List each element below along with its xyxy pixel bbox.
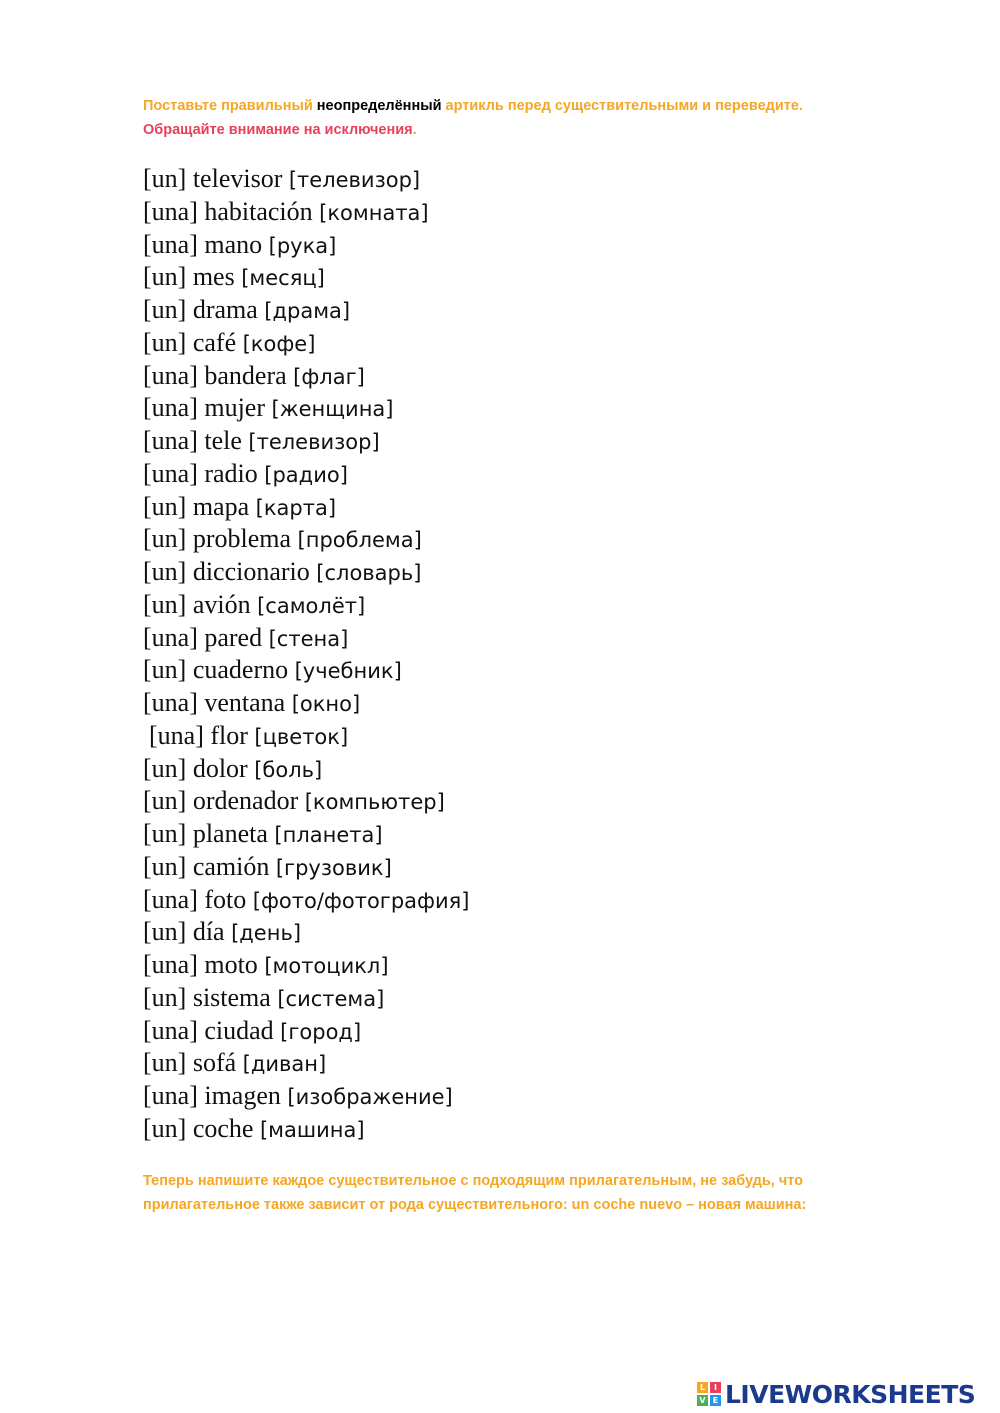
- translation-answer[interactable]: [диван]: [242, 1052, 327, 1077]
- translation-answer[interactable]: [изображение]: [287, 1085, 453, 1109]
- logo-icon: [697, 1382, 721, 1406]
- article-answer[interactable]: [un]: [143, 982, 187, 1012]
- spanish-noun: foto: [204, 884, 247, 914]
- list-item: [143, 392, 469, 425]
- translation-answer[interactable]: [флаг]: [293, 364, 365, 389]
- article-answer[interactable]: [una]: [143, 622, 198, 652]
- list-item: [143, 851, 469, 884]
- article-answer[interactable]: [un]: [143, 655, 187, 685]
- list-item: [143, 622, 469, 655]
- spanish-noun: día: [192, 917, 225, 947]
- spanish-noun: tele: [204, 426, 242, 455]
- list-item: [143, 916, 469, 949]
- list-item: [143, 1113, 469, 1146]
- spanish-noun: ventana: [204, 688, 286, 717]
- instruction-line-2: [143, 118, 417, 142]
- spanish-noun: imagen: [204, 1081, 281, 1110]
- instruction-dot: .: [412, 122, 417, 138]
- translation-answer[interactable]: [учебник]: [294, 659, 402, 684]
- spanish-noun: mapa: [192, 491, 250, 521]
- article-answer[interactable]: [un]: [143, 917, 187, 947]
- spanish-noun: flor: [210, 720, 248, 750]
- list-item: [143, 1047, 469, 1080]
- spanish-noun: televisor: [192, 164, 283, 193]
- translation-answer[interactable]: [радио]: [264, 462, 348, 487]
- article-answer[interactable]: [una]: [149, 720, 204, 750]
- article-answer[interactable]: [un]: [143, 819, 187, 848]
- word-list: [143, 163, 469, 1146]
- list-item: [143, 556, 469, 589]
- article-answer[interactable]: [una]: [143, 950, 198, 979]
- instruction-text: Поставьте правильный: [143, 98, 317, 114]
- translation-answer[interactable]: [месяц]: [241, 266, 325, 291]
- translation-answer[interactable]: [мотоцикл]: [264, 954, 389, 978]
- spanish-noun: ordenador: [192, 786, 299, 816]
- article-answer[interactable]: [una]: [143, 360, 198, 390]
- translation-answer[interactable]: [машина]: [259, 1117, 365, 1142]
- list-item: [143, 327, 469, 360]
- article-answer[interactable]: [un]: [143, 589, 187, 619]
- article-answer[interactable]: [un]: [143, 1048, 187, 1078]
- translation-answer[interactable]: [система]: [277, 986, 385, 1011]
- translation-answer[interactable]: [грузовик]: [275, 855, 392, 880]
- list-item: [143, 589, 469, 622]
- article-answer[interactable]: [un]: [143, 557, 187, 586]
- list-item: [143, 294, 469, 327]
- list-item: [143, 720, 469, 753]
- spanish-noun: avión: [192, 589, 251, 619]
- logo-text: LIVEWORKSHEETS: [725, 1379, 976, 1409]
- article-answer[interactable]: [un]: [143, 1113, 187, 1143]
- translation-answer[interactable]: [телевизор]: [248, 430, 380, 454]
- article-answer[interactable]: [una]: [143, 393, 198, 423]
- article-answer[interactable]: [una]: [143, 458, 198, 488]
- article-answer[interactable]: [un]: [143, 295, 187, 324]
- list-item: [143, 163, 469, 196]
- list-item: [143, 1080, 469, 1113]
- article-answer[interactable]: [un]: [143, 327, 187, 357]
- translation-answer[interactable]: [проблема]: [297, 528, 422, 553]
- instruction-warning: Обращайте внимание на исключения: [143, 122, 413, 138]
- footer-instruction-line-1: Теперь напишите каждое существительное с подходящим прилагательным, не забудь, что: [143, 1173, 804, 1189]
- article-answer[interactable]: [un]: [143, 524, 187, 554]
- article-answer[interactable]: [un]: [143, 491, 187, 521]
- list-item: [143, 491, 469, 524]
- article-answer[interactable]: [una]: [143, 1081, 198, 1110]
- spanish-noun: problema: [192, 524, 292, 554]
- spanish-noun: moto: [204, 950, 258, 979]
- translation-answer[interactable]: [рука]: [268, 233, 337, 258]
- spanish-noun: drama: [192, 295, 258, 324]
- spanish-noun: sistema: [192, 982, 271, 1012]
- translation-answer[interactable]: [окно]: [291, 692, 361, 716]
- translation-answer[interactable]: [телевизор]: [288, 168, 421, 192]
- article-answer[interactable]: [un]: [143, 262, 187, 292]
- list-item: [143, 982, 469, 1015]
- list-item: [143, 949, 469, 982]
- spanish-noun: radio: [204, 458, 258, 488]
- article-answer[interactable]: [una]: [143, 196, 198, 226]
- instruction-emphasis: неопределённый: [316, 98, 442, 114]
- spanish-noun: coche: [192, 1113, 254, 1143]
- article-answer[interactable]: [una]: [143, 688, 198, 717]
- spanish-noun: planeta: [192, 819, 268, 848]
- list-item: [143, 261, 469, 294]
- spanish-noun: pared: [204, 622, 263, 652]
- spanish-noun: dolor: [192, 753, 248, 783]
- translation-answer[interactable]: [город]: [280, 1019, 362, 1044]
- translation-answer[interactable]: [карта]: [255, 495, 337, 520]
- article-answer[interactable]: [una]: [143, 229, 198, 259]
- translation-answer[interactable]: [стена]: [268, 626, 349, 651]
- spanish-noun: mano: [204, 229, 263, 259]
- spanish-noun: mes: [192, 262, 235, 292]
- translation-answer[interactable]: [женщина]: [271, 397, 394, 422]
- list-item: [143, 458, 469, 491]
- liveworksheets-logo[interactable]: [697, 1377, 975, 1411]
- translation-answer[interactable]: [компьютер]: [304, 790, 445, 815]
- article-answer[interactable]: [un]: [143, 753, 187, 783]
- spanish-noun: mujer: [204, 393, 266, 423]
- logo-block: I: [710, 1382, 721, 1393]
- instruction-text: артикль перед существительными и переведите.: [441, 98, 803, 114]
- list-item: [143, 654, 469, 687]
- logo-block: E: [710, 1395, 721, 1406]
- list-item: [143, 884, 469, 917]
- spanish-noun: bandera: [204, 360, 287, 390]
- footer-instruction-line-2: прилагательное также зависит от рода существительного: un coche nuevo – новая машина:: [143, 1197, 807, 1213]
- list-item: [143, 687, 469, 720]
- list-item: [143, 1015, 469, 1048]
- article-answer[interactable]: [una]: [143, 426, 198, 455]
- list-item: [143, 818, 469, 851]
- spanish-noun: cuaderno: [192, 655, 289, 685]
- spanish-noun: habitación: [204, 196, 313, 226]
- spanish-noun: ciudad: [204, 1015, 274, 1045]
- translation-answer[interactable]: [самолёт]: [257, 593, 366, 618]
- instruction-line-1: [143, 94, 803, 118]
- list-item: [143, 196, 469, 229]
- list-item: [143, 229, 469, 262]
- spanish-noun: café: [192, 327, 237, 357]
- translation-answer[interactable]: [боль]: [254, 757, 323, 782]
- translation-answer[interactable]: [цветок]: [254, 724, 349, 749]
- spanish-noun: camión: [192, 851, 270, 881]
- translation-answer[interactable]: [планета]: [274, 823, 383, 847]
- translation-answer[interactable]: [фото/фотография]: [252, 888, 470, 913]
- list-item: [143, 753, 469, 786]
- translation-answer[interactable]: [день]: [231, 921, 302, 946]
- article-answer[interactable]: [una]: [143, 1015, 198, 1045]
- spanish-noun: sofá: [192, 1048, 237, 1078]
- translation-answer[interactable]: [комната]: [319, 200, 429, 225]
- article-answer[interactable]: [una]: [143, 884, 198, 914]
- translation-answer[interactable]: [словарь]: [316, 561, 422, 585]
- article-answer[interactable]: [un]: [143, 851, 187, 881]
- logo-block: V: [697, 1395, 708, 1406]
- list-item: [143, 425, 469, 458]
- list-item: [143, 785, 469, 818]
- article-answer[interactable]: [un]: [143, 786, 187, 816]
- list-item: [143, 360, 469, 393]
- translation-answer[interactable]: [кофе]: [242, 331, 316, 356]
- list-item: [143, 523, 469, 556]
- translation-answer[interactable]: [драма]: [264, 299, 351, 323]
- spanish-noun: diccionario: [192, 557, 310, 586]
- logo-block: L: [697, 1382, 708, 1393]
- article-answer[interactable]: [un]: [143, 164, 187, 193]
